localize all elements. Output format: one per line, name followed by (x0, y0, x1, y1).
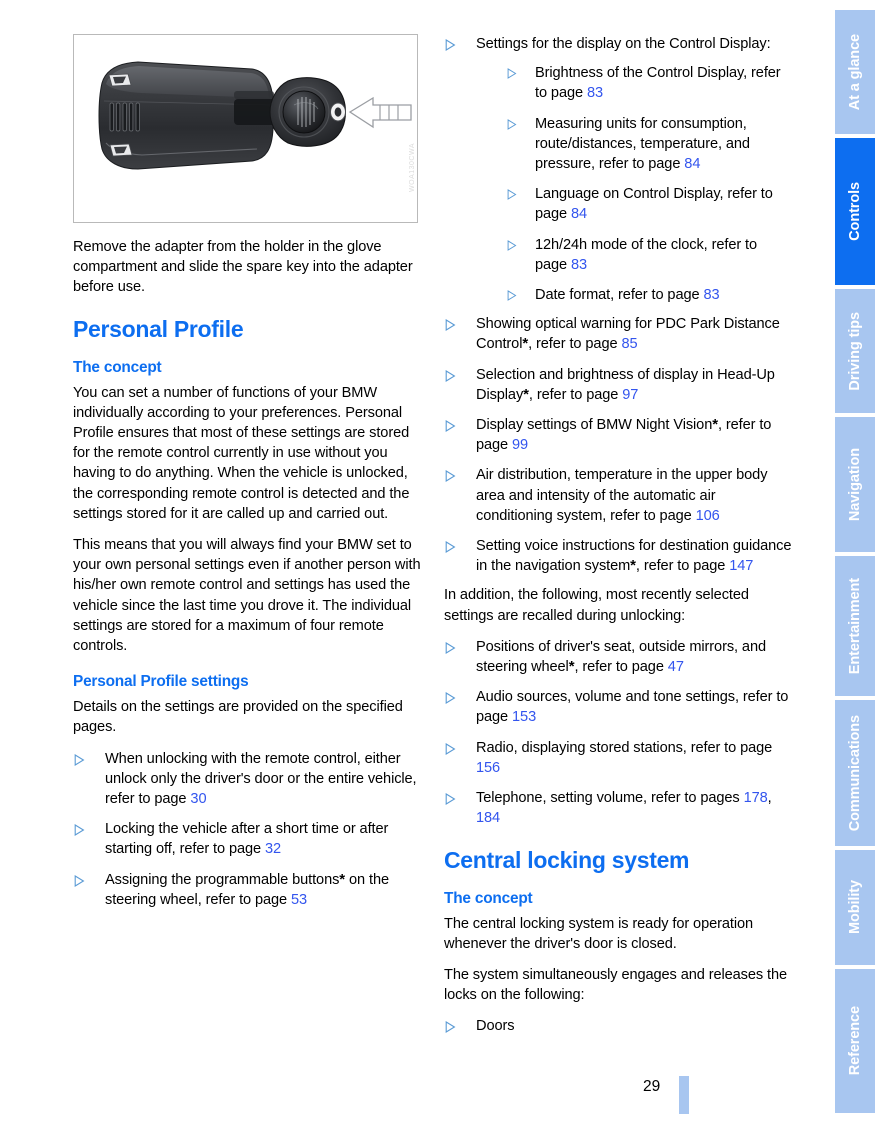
page-reference-link[interactable]: 84 (684, 156, 701, 173)
optional-equipment-asterisk: * (339, 870, 346, 888)
list-item-text: When unlocking with the remote control, either unlock only the driver's door or the entire vehicle, refer to page 30 (105, 750, 417, 808)
remote-control-key-adapter-figure (73, 34, 418, 223)
list-item (73, 749, 421, 810)
list-item-text: Positions of driver's seat, outside mirrors, and steering wheel*, refer to page 47 (476, 638, 766, 676)
chapter-tab-navigation[interactable] (835, 415, 875, 553)
list-item-text: Audio sources, volume and tone settings, refer to page 153 (476, 689, 789, 726)
list-item (444, 365, 792, 405)
list-item (505, 285, 792, 305)
list-item-text: Settings for the display on the Control Display: (476, 36, 771, 52)
bullet-triangle-icon (445, 692, 456, 704)
optional-equipment-asterisk: * (522, 335, 529, 353)
list-item (73, 819, 421, 859)
list-item (444, 536, 792, 576)
list-item-text: Radio, displaying stored stations, refer to page 156 (476, 739, 773, 776)
heading-the-concept: The concept (73, 358, 162, 376)
bullet-triangle-icon (507, 290, 517, 301)
chapter-tab-at-a-glance[interactable] (835, 8, 875, 136)
page-number: 29 (643, 1078, 661, 1095)
list-item (444, 1016, 792, 1036)
list-item-text: 12h/24h mode of the clock, refer to page 83 (535, 236, 758, 273)
figure-watermark: WOA130CWA (409, 143, 416, 192)
paragraph-central-locking-2: The system simultaneously engages and releases the locks on the following: (444, 966, 788, 1004)
heading-central-locking-concept: The concept (444, 889, 533, 907)
list-item (444, 637, 792, 677)
optional-equipment-asterisk: * (568, 658, 575, 676)
list-item-text: Measuring units for consumption, route/distances, temperature, and pressure, refer to page 84 (535, 115, 750, 173)
list-item-text: Assigning the programmable buttons* on the steering wheel, refer to page 53 (105, 870, 389, 908)
bullet-triangle-icon (445, 1021, 456, 1033)
list-item (444, 415, 792, 455)
bullet-triangle-icon (74, 875, 85, 887)
list-control-display-settings (444, 34, 792, 305)
chapter-tab-label: Entertainment (847, 577, 863, 674)
chapter-tab-label: Communications (847, 714, 863, 832)
list-item-text: Telephone, setting volume, refer to pages 178, 184 (476, 790, 772, 827)
bullet-triangle-icon (445, 642, 456, 654)
page-reference-link[interactable]: 47 (667, 659, 684, 676)
list-item (444, 738, 792, 778)
optional-equipment-asterisk: * (712, 416, 718, 434)
paragraph-concept-2: This means that you will always find your BMW set to your own personal settings even if another person with his/her own remote control and settings has used the vehicle since the last time you drove it. The individual settings are stored for a maximum of four remote controls. (73, 537, 421, 655)
chapter-tab-entertainment[interactable] (835, 554, 875, 698)
list-item-text: Locking the vehicle after a short time or after starting off, refer to page 32 (105, 821, 389, 858)
list-item (444, 34, 792, 305)
page-reference-link[interactable]: 97 (622, 386, 639, 403)
chapter-tab-mobility[interactable] (835, 848, 875, 967)
optional-equipment-asterisk: * (630, 557, 636, 575)
page-reference-link[interactable]: 178 (743, 790, 768, 807)
page-reference-link[interactable]: 147 (729, 558, 754, 575)
chapter-tab-communications[interactable] (835, 698, 875, 848)
page-reference-link[interactable]: 99 (512, 437, 529, 454)
bullet-triangle-icon (445, 319, 456, 331)
bullet-triangle-icon (74, 754, 85, 766)
list-item-text: Language on Control Display, refer to page 84 (535, 186, 773, 223)
list-item (505, 63, 792, 103)
bullet-triangle-icon (507, 68, 517, 79)
figure-caption: Remove the adapter from the holder in the glove compartment and slide the spare key into the adapter before use. (73, 239, 413, 296)
bullet-triangle-icon (445, 470, 456, 482)
list-item-text: Selection and brightness of display in Head-Up Display*, refer to page 97 (476, 366, 775, 403)
sublist-control-display (505, 63, 792, 305)
bullet-triangle-icon (507, 240, 517, 251)
list-personal-profile-settings (73, 749, 421, 910)
paragraph-central-locking-1: The central locking system is ready for operation whenever the driver's door is closed. (444, 915, 754, 952)
chapter-tab-reference[interactable] (835, 967, 875, 1115)
list-item (73, 870, 421, 910)
page-reference-link[interactable]: 85 (621, 336, 638, 353)
list-item-text: Setting voice instructions for destination guidance in the navigation system*, refer to page 147 (476, 538, 792, 575)
list-item (444, 788, 792, 828)
bullet-triangle-icon (445, 370, 456, 382)
paragraph-settings-intro: Details on the settings are provided on the specified pages. (73, 699, 403, 736)
page-title-central-locking-system: Central locking system (444, 846, 690, 873)
list-item-text: Doors (476, 1018, 515, 1035)
list-item-text: Showing optical warning for PDC Park Distance Control*, refer to page 85 (476, 316, 780, 353)
list-item (505, 184, 792, 224)
left-column (73, 34, 421, 910)
chapter-tab-label: Mobility (847, 880, 863, 935)
list-item (444, 465, 792, 526)
page-reference-link[interactable]: 83 (703, 287, 720, 304)
page-reference-link[interactable]: 83 (571, 256, 588, 273)
page-number-accent-bar (679, 1076, 689, 1114)
right-column (444, 34, 792, 1037)
bullet-triangle-icon (445, 541, 456, 553)
page-reference-link[interactable]: 106 (695, 507, 720, 524)
bullet-triangle-icon (507, 119, 517, 130)
list-item (505, 235, 792, 275)
bullet-triangle-icon (445, 793, 456, 805)
list-item-text: Display settings of BMW Night Vision*, refer to page 99 (476, 416, 772, 454)
chapter-tab-driving-tips[interactable] (835, 287, 875, 415)
bullet-triangle-icon (445, 39, 456, 51)
page-reference-link[interactable]: 83 (586, 85, 603, 102)
bullet-triangle-icon (445, 743, 456, 755)
page-reference-link[interactable]: 30 (190, 791, 207, 808)
paragraph-in-addition: In addition, the following, most recently selected settings are recalled during unlocking: (444, 587, 749, 624)
chapter-tab-label: Navigation (847, 447, 863, 521)
bullet-triangle-icon (74, 824, 85, 836)
key-illustration-svg (74, 35, 417, 222)
chapter-tab-label: Driving tips (847, 311, 863, 391)
chapter-tab-strip (835, 0, 875, 1123)
list-central-locking-items (444, 1016, 792, 1036)
paragraph-concept-1: You can set a number of functions of your BMW individually according to your preferences. Personal Profile ensures that most of these settings are stored for the remote control currently in use without you having to do anything. When the vehicle is unlocked, the corresponding remote control is detected and the settings stored for it are called up and carried out. (73, 384, 410, 522)
bullet-triangle-icon (445, 420, 456, 432)
page-reference-link[interactable]: 32 (265, 841, 282, 858)
page-title-personal-profile: Personal Profile (73, 315, 244, 342)
list-item-text: Brightness of the Control Display, refer to page 83 (535, 65, 781, 102)
page-reference-link[interactable]: 53 (291, 891, 308, 908)
list-main-settings (444, 314, 792, 576)
chapter-tab-label: Reference (847, 1006, 863, 1076)
page-reference-link[interactable]: 156 (476, 759, 501, 776)
list-item-text: Date format, refer to page 83 (535, 287, 720, 304)
page-reference-link[interactable]: 184 (476, 810, 501, 827)
heading-personal-profile-settings: Personal Profile settings (73, 673, 249, 691)
chapter-tab-controls[interactable] (835, 136, 875, 286)
page-reference-link[interactable]: 84 (571, 206, 588, 223)
list-item (505, 114, 792, 175)
chapter-tab-label: At a glance (847, 34, 863, 111)
bullet-triangle-icon (507, 189, 517, 200)
list-recalled-settings (444, 637, 792, 829)
list-item-text: Air distribution, temperature in the upper body area and intensity of the automatic air conditioning system, refer to page 106 (476, 467, 768, 524)
list-item (444, 314, 792, 354)
optional-equipment-asterisk: * (523, 385, 529, 403)
list-item (444, 687, 792, 727)
page-reference-link[interactable]: 153 (512, 709, 537, 726)
chapter-tab-label: Controls (847, 182, 863, 241)
